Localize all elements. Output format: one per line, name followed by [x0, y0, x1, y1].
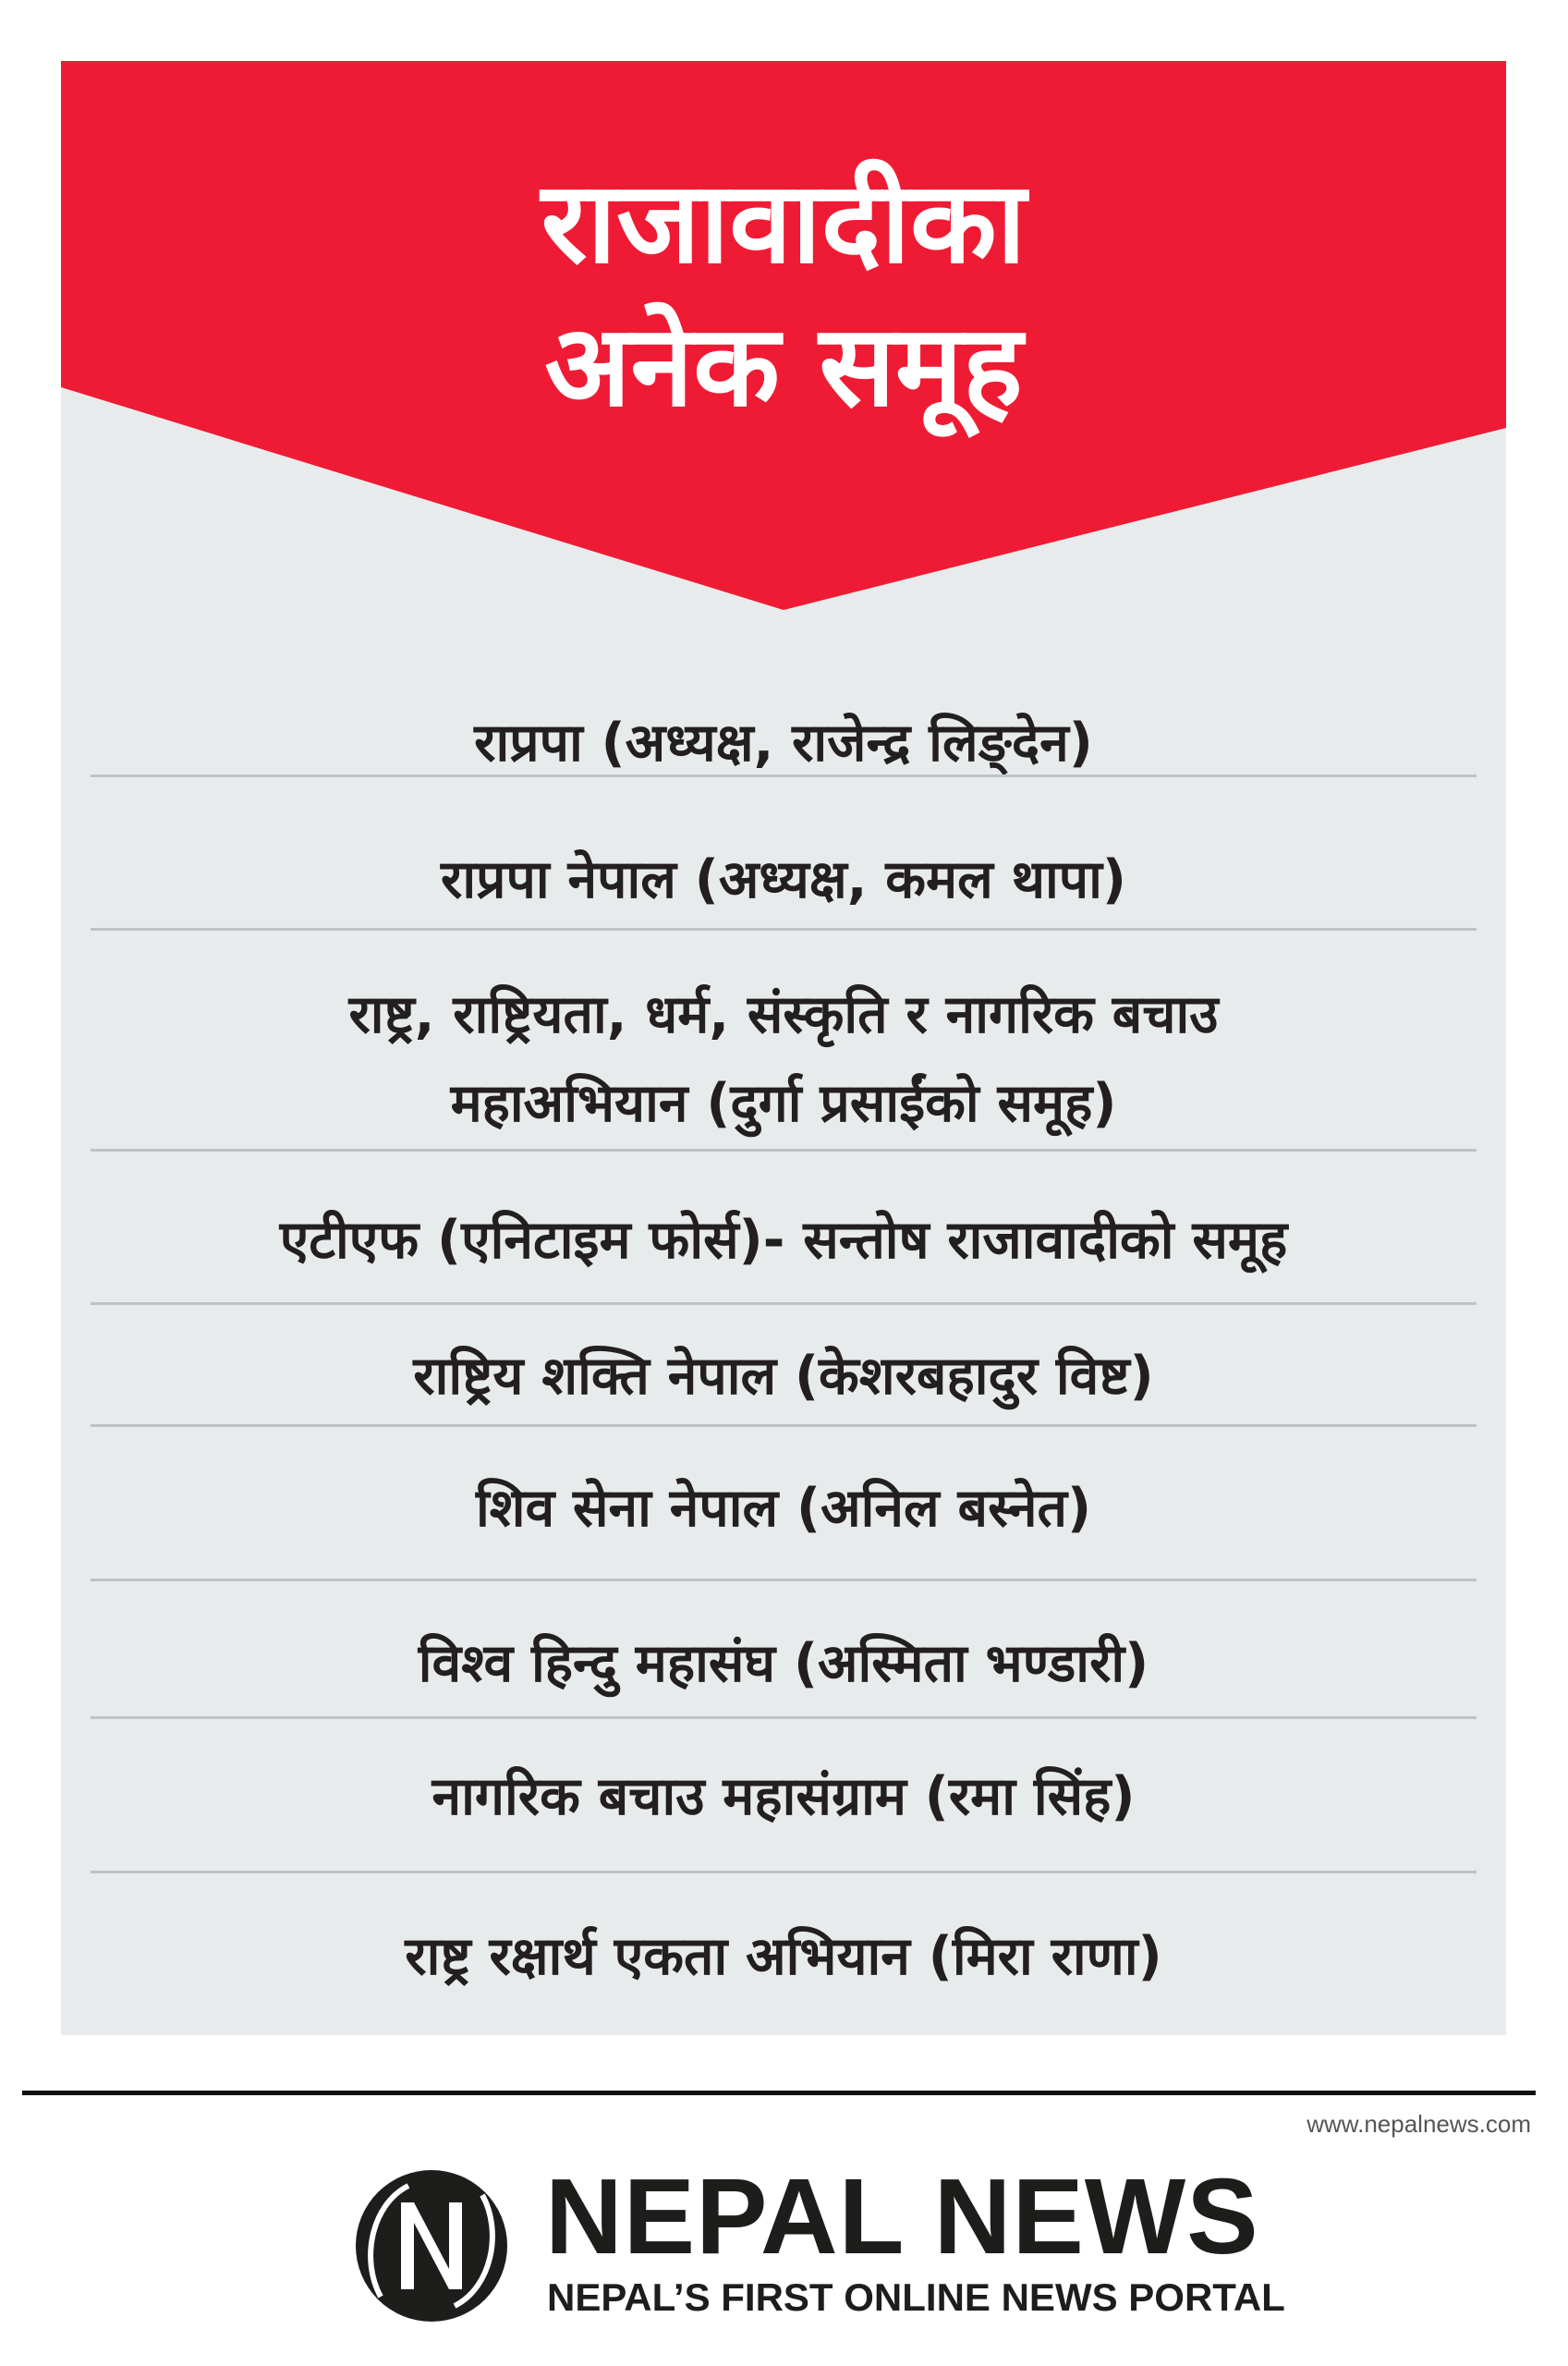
list-item: राष्ट्र, राष्ट्रियता, धर्म, संस्कृति र नागरिक बचाउ [348, 984, 1219, 1045]
divider [91, 1149, 1477, 1152]
list-item: राष्ट्रिय शक्ति नेपाल (केशरबहादुर विष्ट) [413, 1346, 1154, 1407]
divider [91, 1716, 1477, 1719]
divider [91, 1871, 1477, 1873]
list-item: एटीएफ (एनिटाइम फोर्स)- सन्तोष राजावादीको समूह [279, 1210, 1288, 1271]
website-url: www.nepalnews.com [1307, 2110, 1531, 2138]
list-item: राष्ट्र रक्षार्थ एकता अभियान (मिरा राणा) [405, 1926, 1162, 1987]
nepal-news-logo-icon [353, 2167, 510, 2324]
brand-tagline: NEPAL’S FIRST ONLINE NEWS PORTAL [547, 2275, 1285, 2319]
divider [91, 774, 1477, 777]
divider [91, 1579, 1477, 1581]
list-item: शिव सेना नेपाल (अनिल बस्नेत) [475, 1478, 1092, 1539]
list-item: विश्व हिन्दु महासंघ (अस्मिता भण्डारी) [418, 1633, 1149, 1694]
list-item: महाअभियान (दुर्गा प्रसाईंको समूह) [450, 1073, 1117, 1134]
divider [91, 1424, 1477, 1427]
list-item: नागरिक बचाउ महासंग्राम (रमा सिंह) [432, 1766, 1136, 1827]
divider [91, 1302, 1477, 1305]
list-item: राप्रपा (अध्यक्ष, राजेन्द्र लिङ्देन) [474, 713, 1093, 774]
list-item: राप्रपा नेपाल (अध्यक्ष, कमल थापा) [441, 849, 1126, 910]
footer-divider [22, 2091, 1536, 2095]
title-line-2: अनेक समूह [544, 300, 1023, 432]
title-banner [61, 61, 1506, 616]
brand-name: NEPAL NEWS [545, 2156, 1259, 2276]
infographic-card [61, 61, 1506, 2035]
title-line-1: राजावादीका [541, 157, 1027, 288]
divider [91, 928, 1477, 931]
